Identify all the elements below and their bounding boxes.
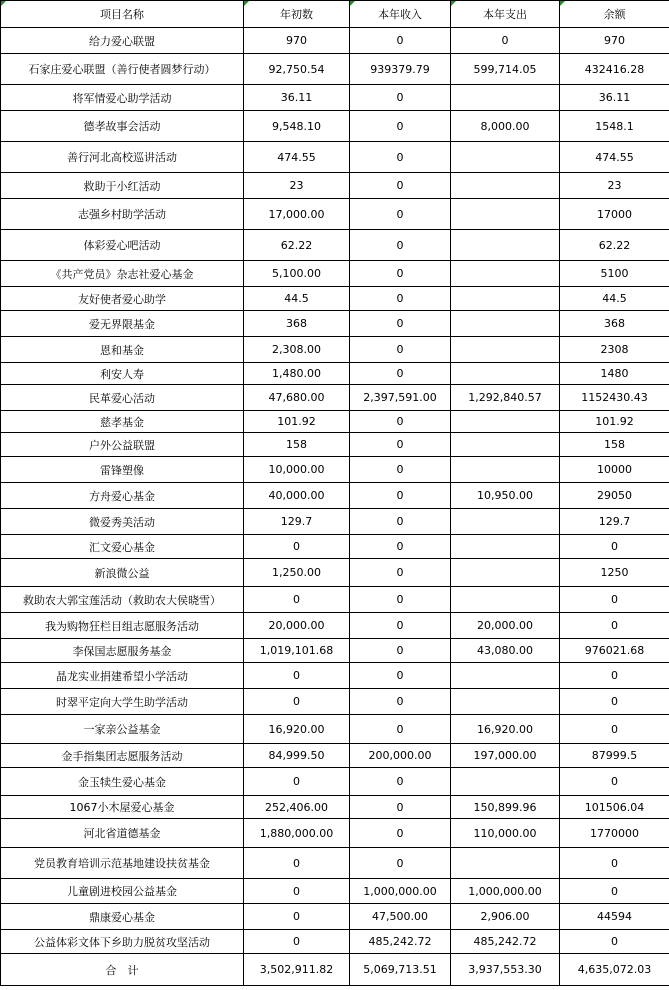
cell-balance[interactable]: 368 [560, 311, 669, 337]
cell-expense[interactable] [451, 311, 560, 337]
cell-expense[interactable]: 10,950.00 [451, 483, 560, 509]
cell-begin[interactable]: 5,100.00 [244, 261, 350, 287]
cell-name[interactable]: 体彩爱心吧活动 [1, 230, 244, 261]
cell-expense[interactable] [451, 173, 560, 199]
cell-balance[interactable]: 1152430.43 [560, 385, 669, 411]
cell-name[interactable]: 友好使者爱心助学 [1, 287, 244, 311]
cell-begin[interactable]: 0 [244, 768, 350, 796]
cell-expense[interactable]: 16,920.00 [451, 715, 560, 744]
cell-income[interactable]: 0 [350, 796, 451, 819]
cell-balance[interactable]: 0 [560, 715, 669, 744]
cell-name[interactable]: 救助农大郭宝莲活动（救助农大侯晓雪） [1, 587, 244, 613]
table-row [1, 261, 669, 287]
cell-begin[interactable]: 92,750.54 [244, 54, 350, 85]
cell-begin[interactable]: 0 [244, 587, 350, 613]
cell-income[interactable]: 0 [350, 613, 451, 639]
table-row [1, 613, 669, 639]
cell-expense[interactable] [451, 230, 560, 261]
cell-name[interactable]: 晶龙实业捐建希望小学活动 [1, 663, 244, 689]
cell-name[interactable]: 将军情爱心助学活动 [1, 85, 244, 111]
cell-balance[interactable]: 101506.04 [560, 796, 669, 819]
cell-income[interactable]: 0 [350, 457, 451, 483]
cell-balance[interactable]: 0 [560, 613, 669, 639]
cell-balance[interactable]: 10000 [560, 457, 669, 483]
cell-balance[interactable]: 432416.28 [560, 54, 669, 85]
cell-begin[interactable]: 1,019,101.68 [244, 639, 350, 663]
cell-begin[interactable]: 20,000.00 [244, 613, 350, 639]
cell-balance[interactable]: 0 [560, 848, 669, 879]
cell-expense[interactable] [451, 535, 560, 559]
header-balance[interactable]: 余额 [560, 1, 669, 28]
table-row [1, 663, 669, 689]
cell-begin[interactable]: 0 [244, 930, 350, 954]
cell-income[interactable]: 0 [350, 142, 451, 173]
cell-balance[interactable]: 129.7 [560, 509, 669, 535]
cell-expense[interactable]: 110,000.00 [451, 819, 560, 848]
cell-name[interactable]: 慈孝基金 [1, 411, 244, 433]
cell-begin[interactable]: 474.55 [244, 142, 350, 173]
cell-begin[interactable]: 23 [244, 173, 350, 199]
cell-balance[interactable]: 0 [560, 587, 669, 613]
cell-expense[interactable] [451, 587, 560, 613]
total-income[interactable]: 5,069,713.51 [350, 954, 451, 986]
cell-name[interactable]: 微爱秀美活动 [1, 509, 244, 535]
cell-name[interactable]: 汇文爱心基金 [1, 535, 244, 559]
cell-begin[interactable]: 9,548.10 [244, 111, 350, 142]
cell-begin[interactable]: 0 [244, 689, 350, 715]
table-row [1, 689, 669, 715]
cell-expense[interactable] [451, 363, 560, 385]
cell-expense[interactable] [451, 689, 560, 715]
cell-begin[interactable]: 1,480.00 [244, 363, 350, 385]
cell-name[interactable]: 利安人寿 [1, 363, 244, 385]
header-expense[interactable]: 本年支出 [451, 1, 560, 28]
cell-balance[interactable]: 36.11 [560, 85, 669, 111]
cell-balance[interactable]: 0 [560, 930, 669, 954]
table-body [1, 28, 669, 954]
cell-balance[interactable]: 1770000 [560, 819, 669, 848]
cell-expense[interactable] [451, 85, 560, 111]
cell-name[interactable]: 德孝故事会活动 [1, 111, 244, 142]
table-row [1, 768, 669, 796]
cell-name[interactable]: 儿童剧进校园公益基金 [1, 879, 244, 904]
cell-income[interactable]: 2,397,591.00 [350, 385, 451, 411]
table-row [1, 879, 669, 904]
header-name[interactable]: 项目名称 [1, 1, 244, 28]
table-row [1, 411, 669, 433]
cell-expense[interactable] [451, 287, 560, 311]
cell-income[interactable]: 0 [350, 199, 451, 230]
cell-expense[interactable] [451, 559, 560, 587]
cell-income[interactable]: 0 [350, 287, 451, 311]
cell-income[interactable]: 0 [350, 111, 451, 142]
cell-balance[interactable]: 474.55 [560, 142, 669, 173]
table-row [1, 559, 669, 587]
cell-begin[interactable]: 44.5 [244, 287, 350, 311]
total-row [1, 954, 669, 986]
cell-income[interactable]: 0 [350, 230, 451, 261]
table-row [1, 230, 669, 261]
cell-begin[interactable]: 0 [244, 535, 350, 559]
cell-name[interactable]: 我为购物狂栏目组志愿服务活动 [1, 613, 244, 639]
cell-begin[interactable]: 1,250.00 [244, 559, 350, 587]
cell-balance[interactable]: 44594 [560, 904, 669, 930]
cell-begin[interactable]: 47,680.00 [244, 385, 350, 411]
cell-name[interactable]: 民革爱心活动 [1, 385, 244, 411]
table-row [1, 639, 669, 663]
cell-income[interactable]: 0 [350, 363, 451, 385]
cell-expense[interactable]: 43,080.00 [451, 639, 560, 663]
cell-begin[interactable]: 16,920.00 [244, 715, 350, 744]
cell-name[interactable]: 党员教育培训示范基地建设扶贫基金 [1, 848, 244, 879]
cell-begin[interactable]: 0 [244, 904, 350, 930]
cell-balance[interactable]: 0 [560, 689, 669, 715]
cell-balance[interactable]: 0 [560, 768, 669, 796]
cell-expense[interactable]: 150,899.96 [451, 796, 560, 819]
cell-balance[interactable]: 0 [560, 535, 669, 559]
table-row [1, 142, 669, 173]
cell-income[interactable]: 47,500.00 [350, 904, 451, 930]
table-row [1, 744, 669, 768]
table-row [1, 385, 669, 411]
cell-name[interactable]: 新浪微公益 [1, 559, 244, 587]
table-row [1, 848, 669, 879]
table-row [1, 54, 669, 85]
cell-expense[interactable]: 197,000.00 [451, 744, 560, 768]
cell-name[interactable]: 雷锋塑像 [1, 457, 244, 483]
table-row [1, 587, 669, 613]
cell-begin[interactable]: 17,000.00 [244, 199, 350, 230]
cell-balance[interactable]: 2308 [560, 337, 669, 363]
cell-income[interactable]: 0 [350, 509, 451, 535]
cell-name[interactable]: 一家亲公益基金 [1, 715, 244, 744]
cell-balance[interactable]: 87999.5 [560, 744, 669, 768]
cell-name[interactable]: 金玉犊生爱心基金 [1, 768, 244, 796]
cell-balance[interactable]: 1548.1 [560, 111, 669, 142]
cell-begin[interactable]: 1,880,000.00 [244, 819, 350, 848]
cell-name[interactable]: 石家庄爱心联盟（善行使者圆梦行动） [1, 54, 244, 85]
cell-balance[interactable]: 44.5 [560, 287, 669, 311]
cell-name[interactable]: 善行河北高校巡讲活动 [1, 142, 244, 173]
cell-balance[interactable]: 0 [560, 663, 669, 689]
table-row [1, 363, 669, 385]
cell-expense[interactable] [451, 509, 560, 535]
cell-income[interactable]: 0 [350, 848, 451, 879]
cell-balance[interactable]: 1480 [560, 363, 669, 385]
cell-balance[interactable]: 5100 [560, 261, 669, 287]
total-expense[interactable]: 3,937,553.30 [451, 954, 560, 986]
cell-begin[interactable]: 62.22 [244, 230, 350, 261]
cell-income[interactable]: 0 [350, 433, 451, 457]
cell-name[interactable]: 李保国志愿服务基金 [1, 639, 244, 663]
cell-balance[interactable]: 23 [560, 173, 669, 199]
cell-income[interactable]: 0 [350, 559, 451, 587]
cell-expense[interactable]: 0 [451, 28, 560, 54]
cell-begin[interactable]: 0 [244, 848, 350, 879]
cell-balance[interactable]: 1250 [560, 559, 669, 587]
cell-balance[interactable]: 0 [560, 879, 669, 904]
cell-income[interactable]: 0 [350, 311, 451, 337]
cell-name[interactable]: 方舟爱心基金 [1, 483, 244, 509]
cell-expense[interactable] [451, 337, 560, 363]
cell-expense[interactable]: 2,906.00 [451, 904, 560, 930]
cell-expense[interactable] [451, 411, 560, 433]
cell-name[interactable]: 志强乡村助学活动 [1, 199, 244, 230]
table-row [1, 457, 669, 483]
cell-income[interactable]: 0 [350, 689, 451, 715]
table-row [1, 904, 669, 930]
table-row [1, 85, 669, 111]
table-row [1, 433, 669, 457]
cell-income[interactable]: 0 [350, 639, 451, 663]
table-row [1, 173, 669, 199]
cell-name[interactable]: 公益体彩文体下乡助力脱贫攻坚活动 [1, 930, 244, 954]
cell-expense[interactable] [451, 848, 560, 879]
total-label[interactable]: 合 计 [1, 954, 244, 986]
table-row [1, 199, 669, 230]
cell-expense[interactable] [451, 261, 560, 287]
total-begin[interactable]: 3,502,911.82 [244, 954, 350, 986]
cell-balance[interactable]: 101.92 [560, 411, 669, 433]
cell-expense[interactable]: 485,242.72 [451, 930, 560, 954]
cell-name[interactable]: 恩和基金 [1, 337, 244, 363]
cell-expense[interactable] [451, 433, 560, 457]
cell-name[interactable]: 时翠平定向大学生助学活动 [1, 689, 244, 715]
cell-income[interactable]: 1,000,000.00 [350, 879, 451, 904]
cell-begin[interactable]: 970 [244, 28, 350, 54]
cell-income[interactable]: 0 [350, 261, 451, 287]
header-begin[interactable]: 年初数 [244, 1, 350, 28]
cell-name[interactable]: 救助于小红活动 [1, 173, 244, 199]
cell-begin[interactable]: 129.7 [244, 509, 350, 535]
cell-income[interactable]: 200,000.00 [350, 744, 451, 768]
cell-expense[interactable]: 1,292,840.57 [451, 385, 560, 411]
cell-expense[interactable] [451, 457, 560, 483]
cell-balance[interactable]: 29050 [560, 483, 669, 509]
cell-begin[interactable]: 40,000.00 [244, 483, 350, 509]
cell-begin[interactable]: 36.11 [244, 85, 350, 111]
table-row [1, 483, 669, 509]
cell-begin[interactable]: 252,406.00 [244, 796, 350, 819]
cell-expense[interactable]: 8,000.00 [451, 111, 560, 142]
table-row [1, 930, 669, 954]
cell-income[interactable]: 0 [350, 28, 451, 54]
cell-income[interactable]: 0 [350, 337, 451, 363]
cell-begin[interactable]: 0 [244, 879, 350, 904]
cell-balance[interactable]: 62.22 [560, 230, 669, 261]
cell-balance[interactable]: 970 [560, 28, 669, 54]
cell-begin[interactable]: 10,000.00 [244, 457, 350, 483]
cell-balance[interactable]: 17000 [560, 199, 669, 230]
cell-income[interactable]: 0 [350, 173, 451, 199]
table-row [1, 509, 669, 535]
table-row [1, 337, 669, 363]
cell-expense[interactable] [451, 768, 560, 796]
cell-name[interactable]: 河北省道德基金 [1, 819, 244, 848]
cell-balance[interactable]: 976021.68 [560, 639, 669, 663]
cell-expense[interactable] [451, 199, 560, 230]
cell-income[interactable]: 0 [350, 715, 451, 744]
cell-name[interactable]: 给力爱心联盟 [1, 28, 244, 54]
cell-income[interactable]: 0 [350, 85, 451, 111]
cell-begin[interactable]: 2,308.00 [244, 337, 350, 363]
cell-name[interactable]: 《共产党员》杂志社爱心基金 [1, 261, 244, 287]
header-income[interactable]: 本年收入 [350, 1, 451, 28]
table-row [1, 311, 669, 337]
cell-begin[interactable]: 158 [244, 433, 350, 457]
table-row [1, 111, 669, 142]
cell-income[interactable]: 0 [350, 535, 451, 559]
cell-begin[interactable]: 84,999.50 [244, 744, 350, 768]
total-balance[interactable]: 4,635,072.03 [560, 954, 669, 986]
cell-begin[interactable]: 0 [244, 663, 350, 689]
cell-income[interactable]: 0 [350, 483, 451, 509]
cell-name[interactable]: 户外公益联盟 [1, 433, 244, 457]
cell-expense[interactable] [451, 663, 560, 689]
table-row [1, 535, 669, 559]
cell-expense[interactable]: 1,000,000.00 [451, 879, 560, 904]
cell-expense[interactable]: 599,714.05 [451, 54, 560, 85]
cell-income[interactable]: 939379.79 [350, 54, 451, 85]
cell-name[interactable]: 鼎康爱心基金 [1, 904, 244, 930]
table-row [1, 715, 669, 744]
table-row [1, 796, 669, 819]
table-row [1, 28, 669, 54]
cell-income[interactable]: 485,242.72 [350, 930, 451, 954]
cell-expense[interactable]: 20,000.00 [451, 613, 560, 639]
cell-income[interactable]: 0 [350, 587, 451, 613]
cell-begin[interactable]: 101.92 [244, 411, 350, 433]
cell-balance[interactable]: 158 [560, 433, 669, 457]
table-row [1, 819, 669, 848]
header-row [1, 1, 669, 28]
cell-name[interactable]: 1067小木屋爱心基金 [1, 796, 244, 819]
cell-income[interactable]: 0 [350, 411, 451, 433]
cell-name[interactable]: 金手指集团志愿服务活动 [1, 744, 244, 768]
cell-income[interactable]: 0 [350, 819, 451, 848]
table-row [1, 287, 669, 311]
cell-expense[interactable] [451, 142, 560, 173]
cell-income[interactable]: 0 [350, 768, 451, 796]
cell-begin[interactable]: 368 [244, 311, 350, 337]
cell-name[interactable]: 爱无界限基金 [1, 311, 244, 337]
cell-income[interactable]: 0 [350, 663, 451, 689]
